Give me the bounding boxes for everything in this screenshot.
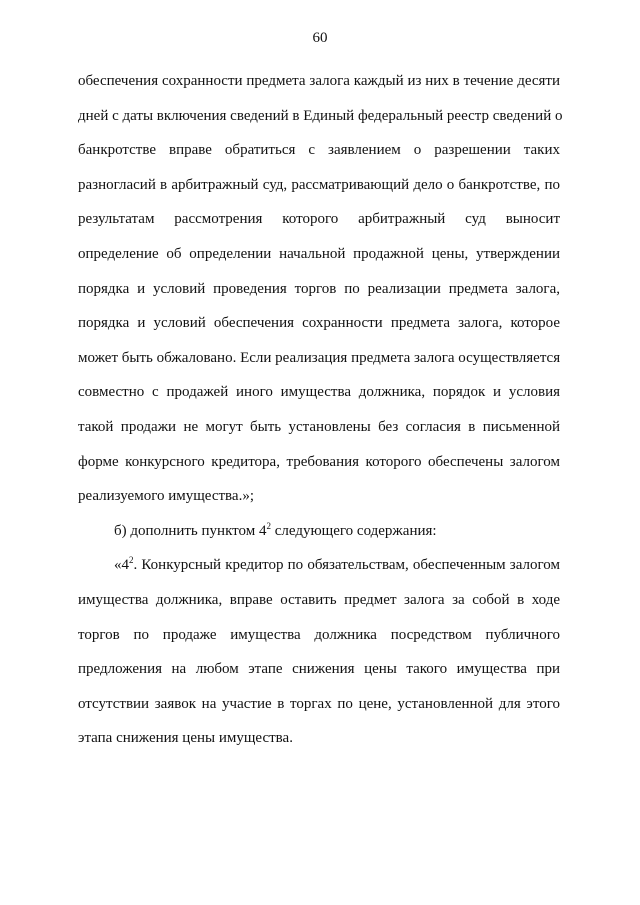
text-line: может быть обжаловано. Если реализация предмета залога осуществляется: [78, 349, 561, 366]
text-line: предложения на любом этапе снижения цены такого имущества при: [78, 661, 560, 678]
text-line: порядка и условий обеспечения сохранности предмета залога, которое: [78, 315, 560, 332]
text-line: результатам рассмотрения которого арбитражный суд выносит: [78, 211, 560, 228]
text-line: такой продажи не могут быть установлены без согласия в письменной: [78, 418, 560, 435]
text-line: этапа снижения цены имущества.: [78, 730, 293, 747]
text-line: реализуемого имущества.»;: [78, 488, 255, 505]
point-open: «4: [114, 557, 129, 574]
amendment-paragraph: [78, 514, 560, 549]
page-number: 60: [312, 30, 328, 46]
point-first-rest: . Конкурсный кредитор по обязательствам, обеспеченным залогом: [133, 557, 560, 574]
body-text: [78, 64, 563, 756]
amendment-superscript: 2: [266, 520, 271, 531]
point-superscript: 2: [129, 555, 134, 566]
text-line: форме конкурсного кредитора, требования которого обеспечены залогом: [78, 453, 560, 470]
text-line: определение об определении начальной продажной цены, утверждении: [78, 245, 560, 262]
point-first-line: [78, 548, 560, 583]
text-line: совместно с продажей иного имущества должника, порядок и условия: [78, 384, 560, 401]
amendment-text-before: б) дополнить пунктом 4: [114, 522, 267, 539]
text-line: банкротстве вправе обратиться с заявлением о разрешении таких: [78, 142, 560, 159]
text-line: обеспечения сохранности предмета залога каждый из них в течение десяти: [78, 73, 560, 89]
text-line: имущества должника, вправе оставить предмет залога за собой в ходе: [78, 591, 560, 608]
amendment-text-after: следующего содержания:: [270, 522, 437, 539]
text-line: разногласий в арбитражный суд, рассматривающий дело о банкротстве, по: [78, 176, 560, 193]
text-line: порядка и условий проведения торгов по реализации предмета залога,: [78, 280, 560, 297]
text-line: торгов по продаже имущества должника посредством публичного: [78, 626, 560, 643]
text-line: отсутствии заявок на участие в торгах по цене, установленной для этого: [78, 695, 560, 712]
text-line: дней с даты включения сведений в Единый федеральный реестр сведений о: [78, 107, 563, 124]
